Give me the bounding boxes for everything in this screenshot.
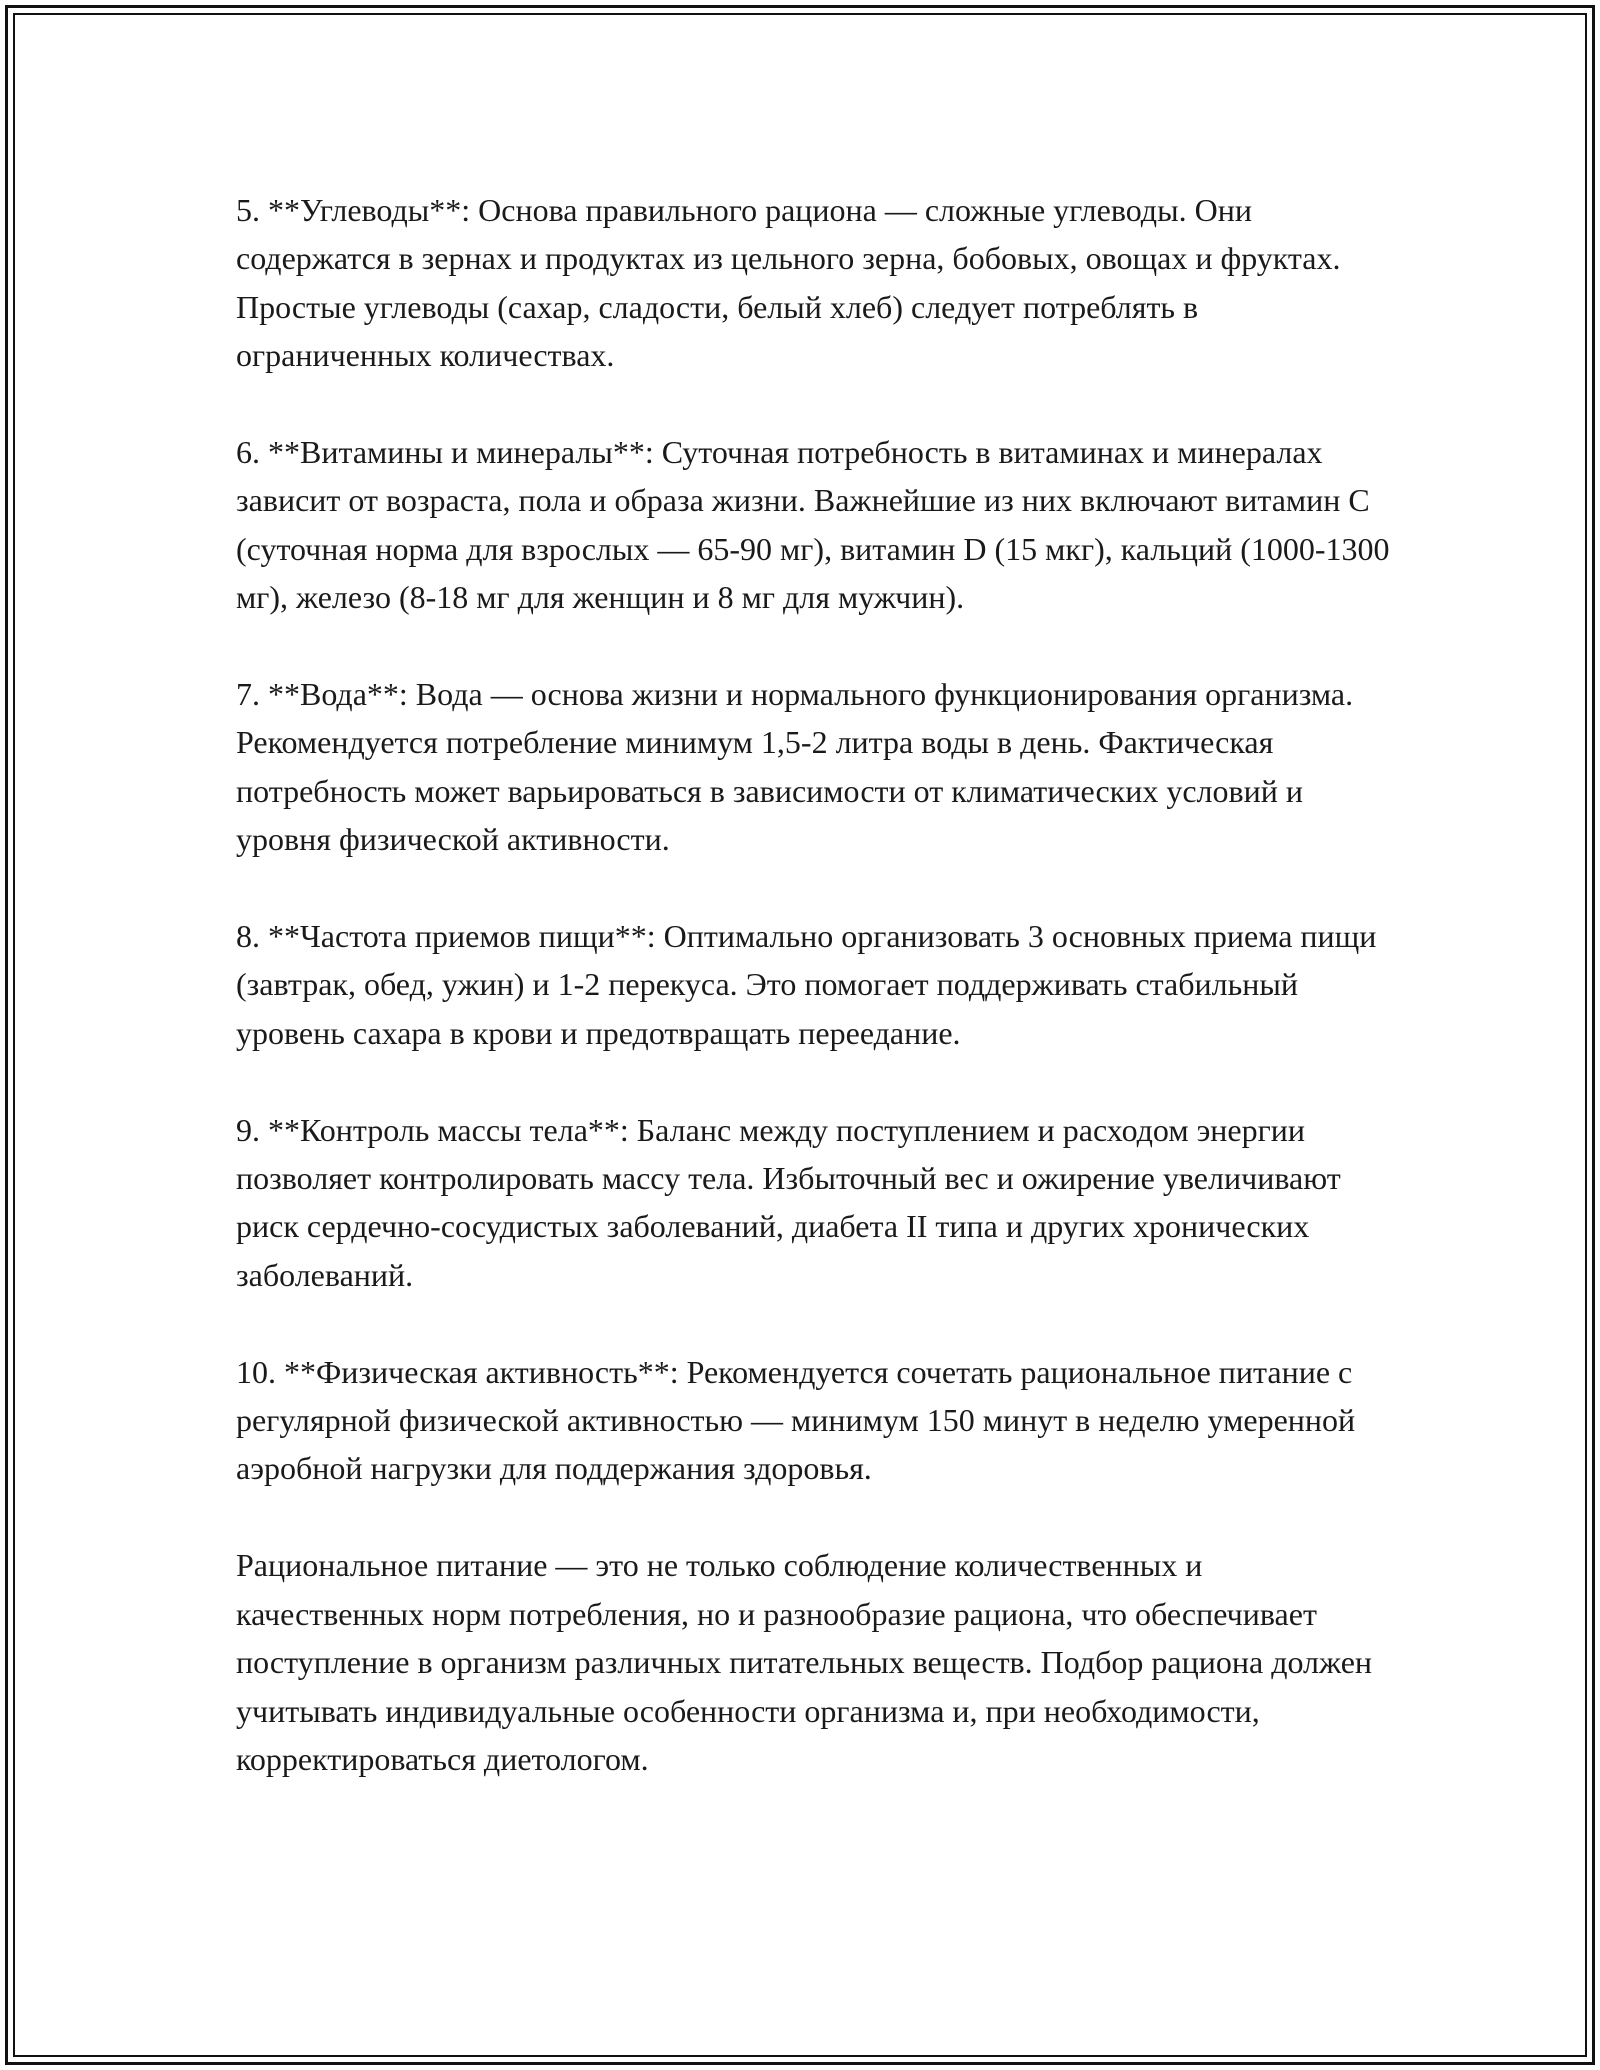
- paragraph-conclusion: Рациональное питание — это не только соблюдение количественных и качественных норм потребления, но и разнообразие рациона, что обеспечивает поступление в организм различных питательных веществ. Подбор рациона должен учитывать индивидуальные особенности организма и, при необходимости, корректироваться диетологом.: [236, 1547, 1373, 1777]
- paragraph-physical-activity: 10. **Физическая активность**: Рекомендуется сочетать рациональное питание с регулярной физической активностью — минимум 150 минут в неделю умеренной аэробной нагрузки для поддержания здоровья.: [236, 1353, 1356, 1487]
- paragraph-meal-frequency: 8. **Частота приемов пищи**: Оптимально организовать 3 основных приема пищи (завтрак, обед, ужин) и 1-2 перекуса. Это помогает поддерживать стабильный уровень сахара в крови и предотвращать переедание.: [236, 918, 1377, 1051]
- paragraph-water: 7. **Вода**: Вода — основа жизни и нормального функционирования организма. Рекомендуется потребление минимум 1,5-2 литра воды в день. Фактическая потребность может варьироваться в зависимости от климатических условий и уровня физической активности.: [236, 676, 1354, 858]
- paragraph-weight-control: 9. **Контроль массы тела**: Баланс между поступлением и расходом энергии позволяет контролировать массу тела. Избыточный вес и ожирение увеличивают риск сердечно-сосудистых заболеваний, диабета II типа и других хронических заболеваний.: [236, 1111, 1341, 1293]
- paragraph-vitamins-minerals: 6. **Витамины и минералы**: Суточная потребность в витаминах и минералах зависит от возраста, пола и образа жизни. Важнейшие из них включают витамин C (суточная норма для взрослых — 65-90 мг), витамин D (15 мкг), кальций (1000-1300 мг), железо (8-18 мг для женщин и 8 мг для мужчин).: [236, 434, 1390, 616]
- paragraph-carbohydrates: 5. **Углеводы**: Основа правильного рациона — сложные углеводы. Они содержатся в зернах и продуктах из цельного зерна, бобовых, овощах и фруктах. Простые углеводы (сахар, сладости, белый хлеб) следует потреблять в ограниченных количествах.: [236, 192, 1341, 374]
- document-body: [236, 186, 1396, 1783]
